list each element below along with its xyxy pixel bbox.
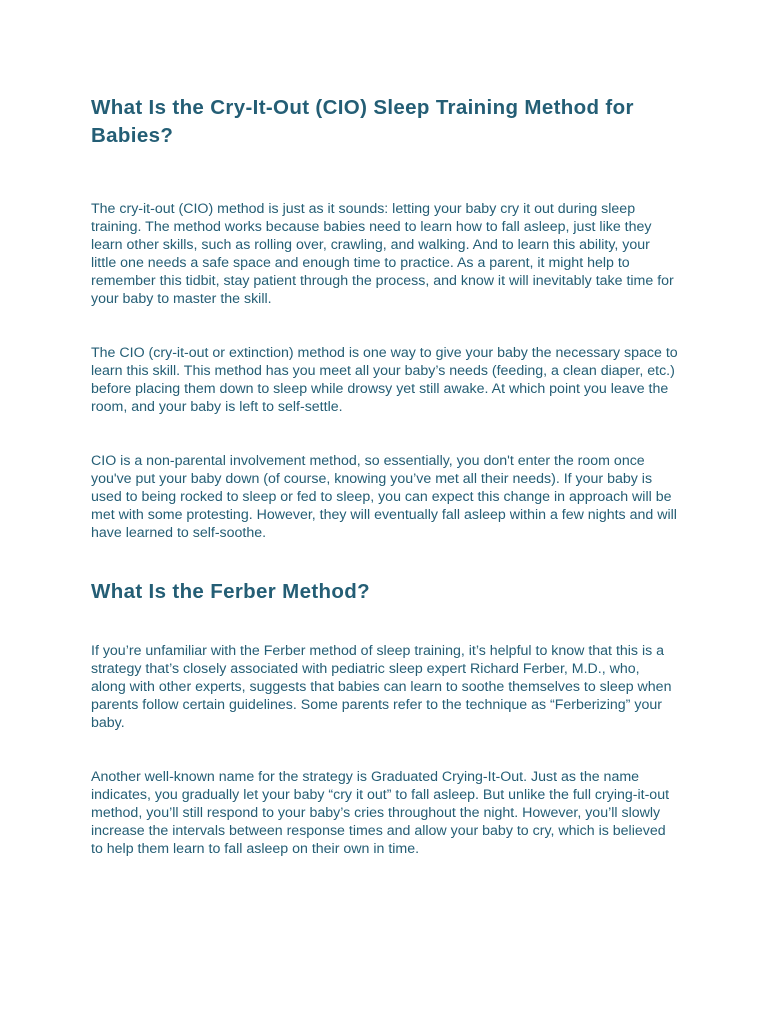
paragraph-cio-method: The CIO (cry-it-out or extinction) method is one way to give your baby the necessary space to learn this skill. This method has you meet all your baby’s needs (feeding, a clean diaper, etc.) before placing them down to sleep while drowsy yet still awake. At which point you leave the room, and your baby is left to self-settle. xyxy=(91,345,678,415)
paragraph-cio-intro: The cry-it-out (CIO) method is just as it sounds: letting your baby cry it out during sleep training. The method works because babies need to learn how to fall asleep, just like they learn other skills, such as rolling over, crawling, and walking. And to learn this ability, your little one needs a safe space and enough time to practice. As a parent, it might help to remember this tidbit, stay patient through the process, and know it will inevitably take time for your baby to master the skill. xyxy=(91,201,674,307)
section-ferber-method xyxy=(91,578,678,858)
heading-cry-it-out: What Is the Cry-It-Out (CIO) Sleep Training Method for Babies? xyxy=(91,96,634,147)
heading-ferber-method: What Is the Ferber Method? xyxy=(91,580,371,603)
section-cry-it-out xyxy=(91,94,678,542)
paragraph-graduated-cry-it-out: Another well-known name for the strategy is Graduated Crying-It-Out. Just as the name indicates, you gradually let your baby “cry it out” to fall asleep. But unlike the full crying-it-out method, you’ll still respond to your baby’s cries throughout the night. However, you’ll slowly increase the intervals between response times and allow your baby to cry, which is believed to help them learn to fall asleep on their own in time. xyxy=(91,769,670,857)
paragraph-ferber-intro: If you’re unfamiliar with the Ferber method of sleep training, it’s helpful to know that this is a strategy that’s closely associated with pediatric sleep expert Richard Ferber, M.D., who, along with other experts, suggests that babies can learn to soothe themselves to sleep when parents follow certain guidelines. Some parents refer to the technique as “Ferberizing” your baby. xyxy=(91,643,672,731)
paragraph-cio-non-involvement: CIO is a non-parental involvement method, so essentially, you don't enter the room once you've put your baby down (of course, knowing you’ve met all their needs). If your baby is used to being rocked to sleep or fed to sleep, you can expect this change in approach will be met with some protesting. However, they will eventually fall asleep within a few nights and will have learned to self-soothe. xyxy=(91,453,677,541)
